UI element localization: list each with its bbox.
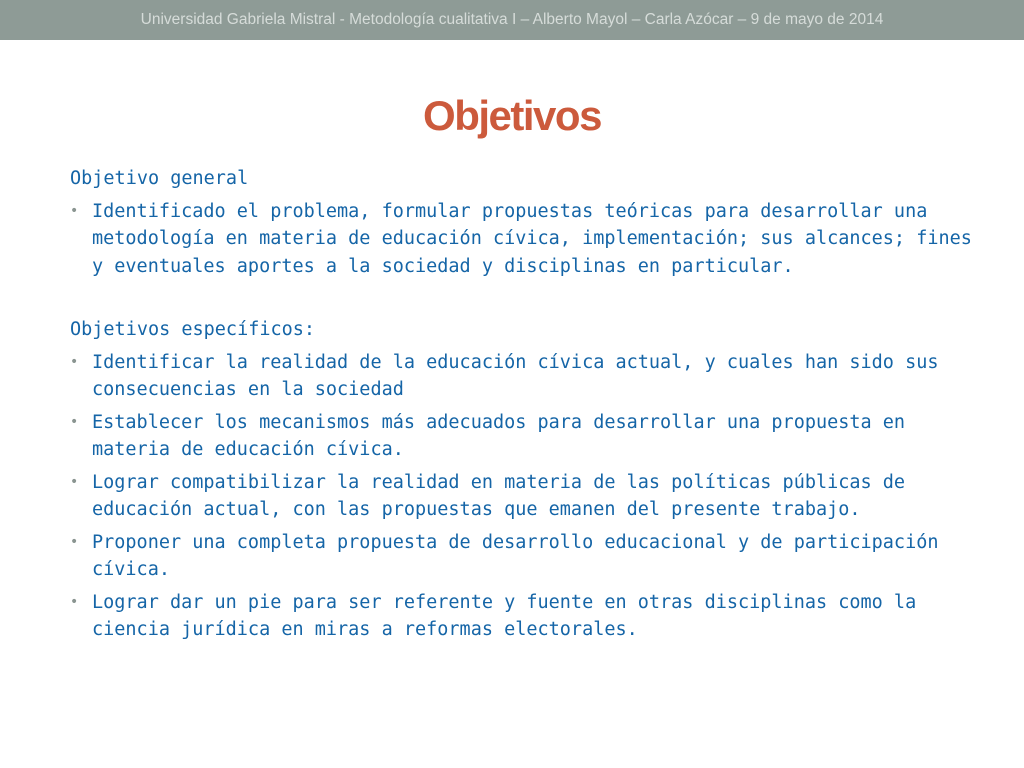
list-item	[70, 409, 990, 464]
bullet-dot-icon: •	[70, 593, 79, 610]
list-item-text: Lograr compatibilizar la realidad en materia de las políticas públicas de educación actual, con las propuestas que emanen del presente trabajo.	[92, 471, 906, 520]
list-item	[70, 469, 990, 524]
bullet-dot-icon: •	[70, 533, 79, 550]
general-objective-heading: Objetivo general	[70, 168, 249, 189]
header-bar	[0, 0, 1024, 40]
list-item-text: Lograr dar un pie para ser referente y fuente en otras disciplinas como la ciencia jurídica en miras a reformas electorales.	[92, 591, 917, 640]
bullet-dot-icon: •	[70, 353, 79, 370]
list-item	[70, 589, 990, 644]
header-text: Universidad Gabriela Mistral - Metodología cualitativa I – Alberto Mayol – Carla Azócar – 9 de mayo de 2014	[140, 11, 884, 28]
list-item	[70, 529, 990, 584]
slide-content	[70, 165, 990, 649]
bullet-dot-icon: •	[70, 202, 79, 219]
specific-objectives-list	[70, 349, 990, 644]
list-item-text: Identificado el problema, formular propuestas teóricas para desarrollar una metodología en materia de educación cívica, implementación; sus alcances; fines y eventuales aportes a la sociedad y disciplinas en particular.	[92, 200, 972, 277]
list-item-text: Identificar la realidad de la educación cívica actual, y cuales han sido sus consecuencias en la sociedad	[92, 351, 939, 400]
list-item-text: Proponer una completa propuesta de desarrollo educacional y de participación cívica.	[92, 531, 939, 580]
list-item-text: Establecer los mecanismos más adecuados para desarrollar una propuesta en materia de educación cívica.	[92, 411, 906, 460]
bullet-dot-icon: •	[70, 473, 79, 490]
list-item	[70, 349, 990, 404]
slide-title: Objetivos	[423, 92, 601, 139]
bullet-dot-icon: •	[70, 413, 79, 430]
general-objective-list	[70, 198, 990, 281]
specific-objectives-heading: Objetivos específicos:	[70, 319, 316, 340]
list-item	[70, 198, 990, 281]
